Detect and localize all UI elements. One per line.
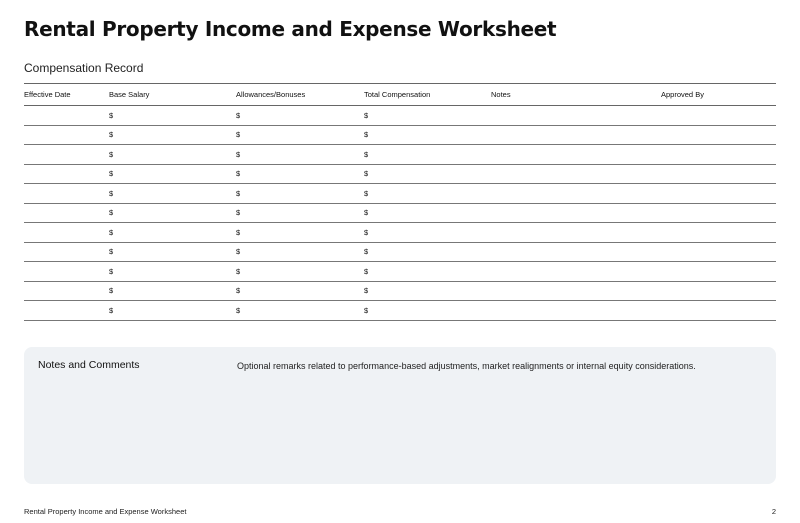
page-title: Rental Property Income and Expense Worksheet xyxy=(24,17,557,41)
approved-by-cell[interactable] xyxy=(661,262,776,282)
table-row xyxy=(24,242,776,262)
notes-cell[interactable] xyxy=(491,203,661,223)
base-salary-cell[interactable]: $ xyxy=(109,106,236,126)
allowances-bonuses-cell[interactable]: $ xyxy=(236,145,364,165)
table-row xyxy=(24,164,776,184)
total-compensation-cell[interactable]: $ xyxy=(364,184,491,204)
column-header-effective-date: Effective Date xyxy=(24,84,109,106)
base-salary-cell[interactable]: $ xyxy=(109,203,236,223)
allowances-bonuses-cell[interactable]: $ xyxy=(236,262,364,282)
compensation-section-title: Compensation Record xyxy=(24,61,144,75)
approved-by-cell[interactable] xyxy=(661,184,776,204)
effective-date-cell[interactable] xyxy=(24,223,109,243)
approved-by-cell[interactable] xyxy=(661,106,776,126)
total-compensation-cell[interactable]: $ xyxy=(364,106,491,126)
notes-cell[interactable] xyxy=(491,262,661,282)
allowances-bonuses-cell[interactable]: $ xyxy=(236,203,364,223)
total-compensation-cell[interactable]: $ xyxy=(364,262,491,282)
footer-page-number: 2 xyxy=(771,507,776,516)
effective-date-cell[interactable] xyxy=(24,301,109,321)
notes-title: Notes and Comments xyxy=(38,359,140,371)
approved-by-cell[interactable] xyxy=(661,301,776,321)
table-row xyxy=(24,106,776,126)
base-salary-cell[interactable]: $ xyxy=(109,184,236,204)
notes-cell[interactable] xyxy=(491,281,661,301)
column-header-base-salary: Base Salary xyxy=(109,84,236,106)
approved-by-cell[interactable] xyxy=(661,223,776,243)
notes-cell[interactable] xyxy=(491,106,661,126)
allowances-bonuses-cell[interactable]: $ xyxy=(236,184,364,204)
allowances-bonuses-cell[interactable]: $ xyxy=(236,164,364,184)
column-header-notes: Notes xyxy=(491,84,661,106)
total-compensation-cell[interactable]: $ xyxy=(364,203,491,223)
effective-date-cell[interactable] xyxy=(24,281,109,301)
total-compensation-cell[interactable]: $ xyxy=(364,223,491,243)
base-salary-cell[interactable]: $ xyxy=(109,301,236,321)
total-compensation-cell[interactable]: $ xyxy=(364,281,491,301)
column-header-approved-by: Approved By xyxy=(661,84,776,106)
table-row xyxy=(24,145,776,165)
notes-cell[interactable] xyxy=(491,223,661,243)
allowances-bonuses-cell[interactable]: $ xyxy=(236,242,364,262)
base-salary-cell[interactable]: $ xyxy=(109,145,236,165)
notes-description: Optional remarks related to performance-based adjustments, market realignments or internal equity considerations. xyxy=(237,361,696,371)
allowances-bonuses-cell[interactable]: $ xyxy=(236,281,364,301)
base-salary-cell[interactable]: $ xyxy=(109,242,236,262)
effective-date-cell[interactable] xyxy=(24,164,109,184)
allowances-bonuses-cell[interactable]: $ xyxy=(236,106,364,126)
table-row xyxy=(24,203,776,223)
footer-document-title: Rental Property Income and Expense Worksheet xyxy=(24,507,187,516)
notes-cell[interactable] xyxy=(491,164,661,184)
total-compensation-cell[interactable]: $ xyxy=(364,125,491,145)
approved-by-cell[interactable] xyxy=(661,281,776,301)
table-row xyxy=(24,301,776,321)
effective-date-cell[interactable] xyxy=(24,145,109,165)
approved-by-cell[interactable] xyxy=(661,242,776,262)
notes-and-comments-panel xyxy=(24,347,776,484)
base-salary-cell[interactable]: $ xyxy=(109,262,236,282)
total-compensation-cell[interactable]: $ xyxy=(364,164,491,184)
table-row xyxy=(24,281,776,301)
compensation-table-body xyxy=(24,106,776,321)
table-row xyxy=(24,125,776,145)
base-salary-cell[interactable]: $ xyxy=(109,223,236,243)
notes-cell[interactable] xyxy=(491,301,661,321)
effective-date-cell[interactable] xyxy=(24,106,109,126)
notes-cell[interactable] xyxy=(491,184,661,204)
effective-date-cell[interactable] xyxy=(24,203,109,223)
column-header-allowances-bonuses: Allowances/Bonuses xyxy=(236,84,364,106)
total-compensation-cell[interactable]: $ xyxy=(364,145,491,165)
allowances-bonuses-cell[interactable]: $ xyxy=(236,125,364,145)
notes-cell[interactable] xyxy=(491,242,661,262)
table-row xyxy=(24,223,776,243)
total-compensation-cell[interactable]: $ xyxy=(364,242,491,262)
base-salary-cell[interactable]: $ xyxy=(109,125,236,145)
allowances-bonuses-cell[interactable]: $ xyxy=(236,223,364,243)
table-row xyxy=(24,184,776,204)
compensation-table xyxy=(24,83,776,321)
column-header-total-compensation: Total Compensation xyxy=(364,84,491,106)
allowances-bonuses-cell[interactable]: $ xyxy=(236,301,364,321)
notes-cell[interactable] xyxy=(491,125,661,145)
total-compensation-cell[interactable]: $ xyxy=(364,301,491,321)
base-salary-cell[interactable]: $ xyxy=(109,164,236,184)
table-header-row xyxy=(24,84,776,106)
notes-cell[interactable] xyxy=(491,145,661,165)
table-row xyxy=(24,262,776,282)
effective-date-cell[interactable] xyxy=(24,184,109,204)
approved-by-cell[interactable] xyxy=(661,203,776,223)
approved-by-cell[interactable] xyxy=(661,145,776,165)
base-salary-cell[interactable]: $ xyxy=(109,281,236,301)
approved-by-cell[interactable] xyxy=(661,125,776,145)
effective-date-cell[interactable] xyxy=(24,262,109,282)
approved-by-cell[interactable] xyxy=(661,164,776,184)
effective-date-cell[interactable] xyxy=(24,242,109,262)
effective-date-cell[interactable] xyxy=(24,125,109,145)
